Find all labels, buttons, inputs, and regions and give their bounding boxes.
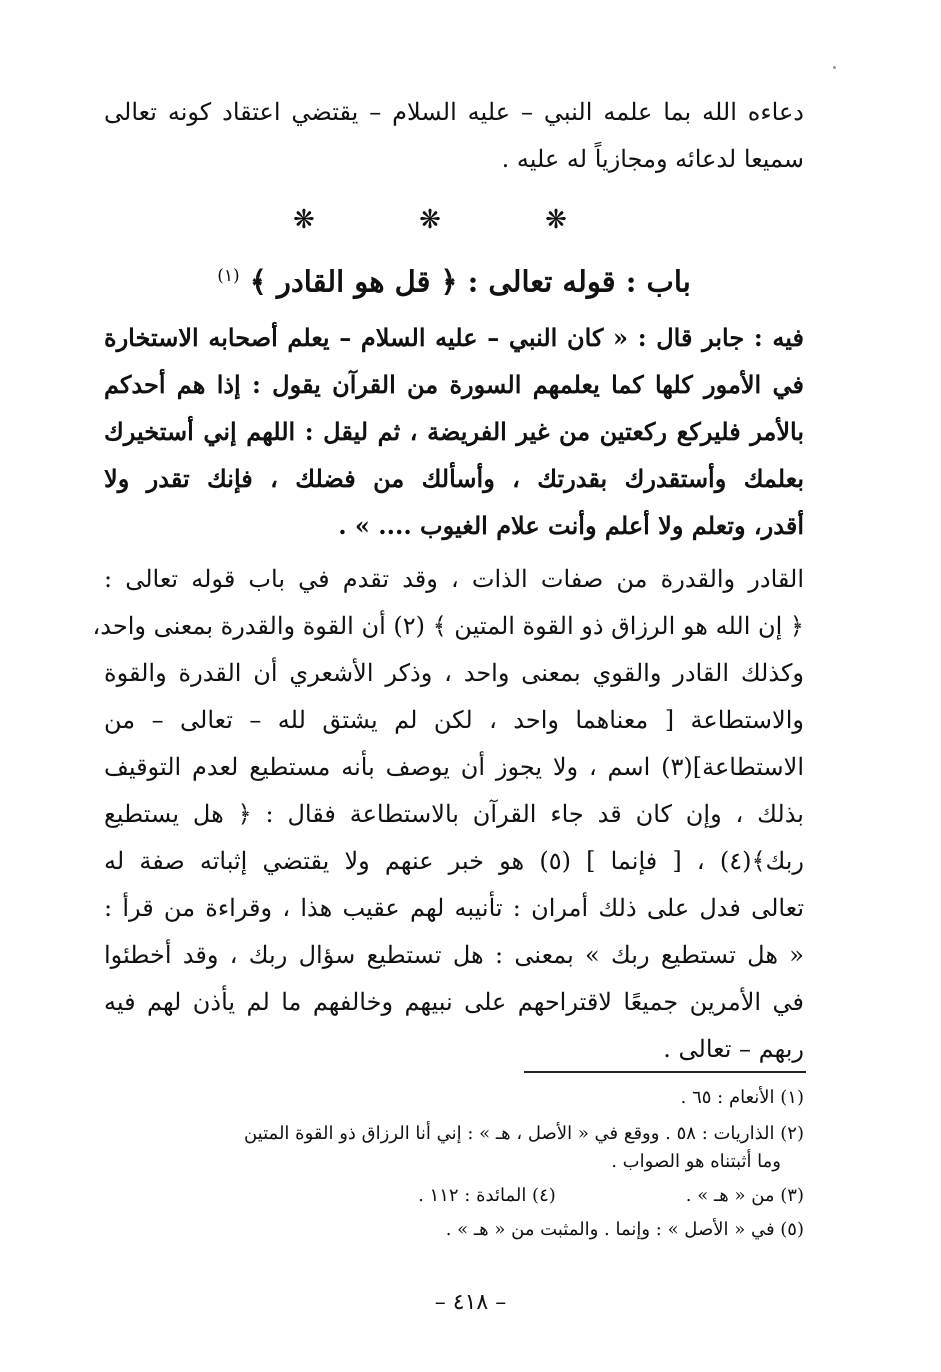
hadith-line-4: بعلمك وأستقدرك بقدرتك ، وأسألك من فضلك ، فإنك تقدر ولا [104, 464, 804, 493]
hadith-line-1: فيه : جابر قال : « كان النبي – عليه السلام – يعلم أصحابه الاستخارة [104, 323, 804, 352]
chapter-heading-text: باب : قوله تعالى : ﴿ قل هو القادر ﴾ [249, 264, 691, 299]
chapter-heading-note: (١) [217, 266, 240, 286]
intro-line-1: دعاءه الله بما علمه النبي – عليه السلام – يقتضي اعتقاد كونه تعالى [104, 98, 804, 126]
body-line-7: ربك﴾(٤) ، [ فإنما ] (٥) هو خبر عنهم ولا يقتضي إثباته صفة له [104, 847, 804, 875]
scan-speck [833, 66, 836, 69]
body-line-10: في الأمرين جميعًا لاقتراحهم على نبيهم وخالفهم ما لم يأذن لهم فيه [104, 988, 804, 1016]
footnote-3-4-row [124, 1184, 804, 1208]
intro-line-2: سميعا لدعائه ومجازياً له عليه . [501, 145, 804, 173]
body-line-6: بذلك ، وإن كان قد جاء القرآن بالاستطاعة فقال : ﴿ هل يستطيع [104, 800, 804, 828]
body-line-9: « هل تستطيع ربك » بمعنى : هل تستطيع سؤال ربك ، وقد أخطئوا [104, 941, 804, 969]
body-line-5: الاستطاعة](٣) اسم ، ولا يجوز أن يوصف بأنه مستطيع لعدم التوقيف [104, 753, 804, 781]
footnote-3: (٣) من « هـ » . [685, 1185, 804, 1206]
page-number: – ٤١٨ – [434, 1290, 507, 1315]
hadith-line-2: في الأمور كلها كما يعلمهم السورة من القرآن يقول : إذا هم أحدكم [104, 370, 804, 399]
footnote-4: (٤) المائدة : ١١٢ . [418, 1185, 556, 1206]
hadith-line-3: بالأمر فليركع ركعتين من غير الفريضة ، ثم ليقل : اللهم إني أستخيرك [104, 417, 804, 446]
body-line-11: ربهم – تعالى . [663, 1035, 804, 1063]
footnote-2-continued: وما أثبتناه هو الصواب . [611, 1151, 781, 1172]
chapter-heading [104, 256, 804, 302]
body-line-3: وكذلك القادر والقوي بمعنى واحد ، وذكر الأشعري أن القدرة والقوة [104, 659, 804, 687]
hadith-line-5: أقدر، وتعلم ولا أعلم وأنت علام الغيوب .... » . [338, 511, 804, 540]
section-separator: ❋ ❋ ❋ [293, 205, 615, 235]
body-line-2: ﴿ إن الله هو الرزاق ذو القوة المتين ﴾ (٢) أن القوة والقدرة بمعنى واحد، [92, 612, 804, 640]
footnote-divider [524, 1071, 806, 1073]
footnote-1: (١) الأنعام : ٦٥ . [680, 1087, 804, 1108]
body-line-8: تعالى فدل على ذلك أمران : تأنيبه لهم عقيب هذا ، وقراءة من قرأ : [104, 894, 804, 922]
body-line-1: القادر والقدرة من صفات الذات ، وقد تقدم في باب قوله تعالى : [104, 565, 804, 593]
footnote-5: (٥) في « الأصل » : وإنما . والمثبت من « هـ » . [445, 1219, 804, 1240]
body-line-4: والاستطاعة [ معناهما واحد ، لكن لم يشتق لله – تعالى – من [104, 706, 804, 734]
footnote-2: (٢) الذاريات : ٥٨ . ووقع في « الأصل ، هـ » : إني أنا الرزاق ذو القوة المتين [243, 1123, 804, 1144]
